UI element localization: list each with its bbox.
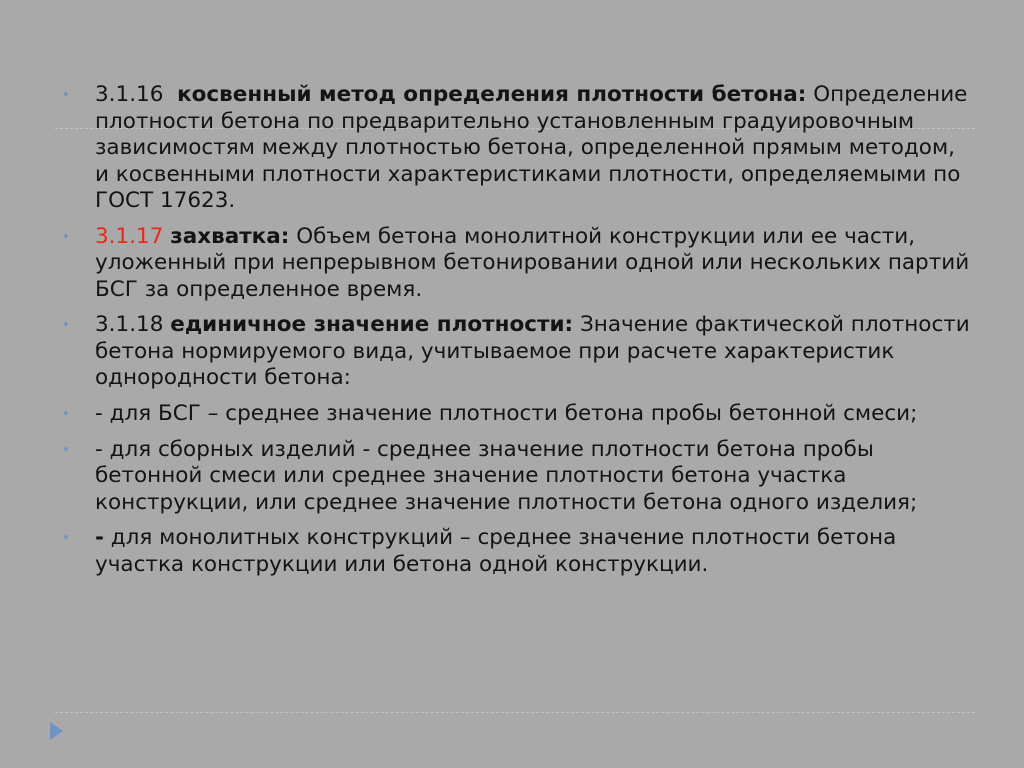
item-term: захватка: <box>170 223 290 249</box>
item-text <box>95 224 970 304</box>
item-number: 3.1.16 <box>95 82 164 107</box>
list-item <box>60 437 970 517</box>
item-text <box>95 312 970 392</box>
bottom-divider <box>55 712 975 713</box>
item-term: единичное значение плотности: <box>170 312 574 337</box>
list-item <box>60 525 970 578</box>
bullet-icon: • <box>62 531 70 546</box>
item-body: для монолитных конструкций – среднее значение плотности бетона участка конструкции или бетона одной конструкции. <box>95 525 897 577</box>
item-term: косвенный метод определения плотности бетона: <box>177 82 807 107</box>
list-item <box>60 82 970 215</box>
bullet-icon: • <box>62 406 70 422</box>
item-dash: - <box>95 525 104 550</box>
list-item <box>60 312 970 392</box>
bullet-icon: • <box>62 318 70 333</box>
list-item <box>60 224 970 304</box>
list-item <box>60 401 970 428</box>
slide-content <box>60 82 970 587</box>
item-text: - для сборных изделий - среднее значение плотности бетона пробы бетонной смеси или среднее значение плотности бетона участка конструкции, или среднее значение плотности бетона одного изделия; <box>95 436 918 515</box>
item-body: Значение фактической плотности бетона нормируемого вида, учитываемое при расчете характеристик однородности бетона: <box>95 312 970 390</box>
item-number-highlighted: 3.1.17 <box>95 223 164 249</box>
bullet-icon: • <box>62 229 70 245</box>
item-number: 3.1.18 <box>95 312 164 337</box>
item-text: - для БСГ – среднее значение плотности бетона пробы бетонной смеси; <box>95 400 918 426</box>
item-body: Объем бетона монолитной конструкции или ее части, уложенный при непрерывном бетонировании одной или нескольких партий БСГ за определенное время. <box>95 223 970 302</box>
play-arrow-icon[interactable] <box>50 722 63 740</box>
item-text <box>95 82 970 215</box>
item-text <box>95 525 970 578</box>
item-body: Определение плотности бетона по предварительно установленным градуировочным зависимостям между плотностью бетона, определенной прямым методом, и косвенными плотности характеристиками плотности, определяемыми по ГОСТ 17623. <box>95 82 968 213</box>
bullet-icon: • <box>62 442 70 458</box>
bullet-icon: • <box>62 88 70 103</box>
